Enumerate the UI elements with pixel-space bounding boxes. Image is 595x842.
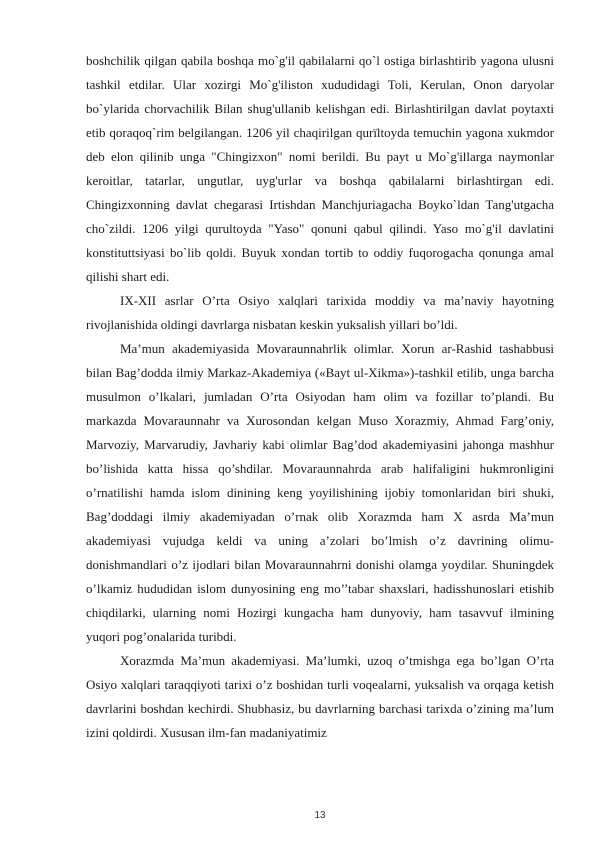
paragraph-mongol-unification: boshchilik qilgan qabila boshqa mo`g'il qabilalarni qo`l ostiga birlashtirib yagona ulusni tashkil etdilar. Ular xozirgi Mo`g'iliston xududidagi Toli, Kerulan, Onon daryolar bo`ylarida chorvachilik Bilan shug'ullanib kelishgan edi. Birlashtirilgan davlat poytaxti etib qoraqoq`rim belgilangan. 1206 yil chaqirilgan qurïltoyda temuchin yagona xukmdor deb elon qilinib unga "Chingizxon" nomi berildi. Bu payt u Mo`g'illarga naymonlar keroitlar, tatarlar, ungutlar, uyg'urlar va boshqa qabilalarni birlashtirgan edi. Chingizxonning davlat chegarasi Irtishdan Manchjuriagacha Boyko`ldan Tang'utgacha cho`zildi. 1206 yilgi qurultoyda "Yaso" qonuni qabul qilindi. Yaso mo`g'il davlatini konstituttsiyasi bo`lib qoldi. Buyuk xondan tortib to oddiy fuqorogacha qonunga amal qilishi shart edi.: [86, 53, 554, 284]
document-page: [86, 49, 554, 745]
paragraph-mamun-academy-scholars: Ma’mun akademiyasida Movaraunnahrlik olimlar. Xorun ar-Rashid tashabbusi bilan Bag’dodda ilmiy Markaz-Akademiya («Bayt ul-Xikma»)-tashkil etilib, unga barcha musulmon o’lkalari, jumladan O’rta Osiyodan ham olim va fozillar to’plandi. Bu markazda Movaraunnahr va Xurosondan kelgan Muso Xorazmiy, Ahmad Farg’oniy, Marvoziy, Marvarudiy, Javhariy kabi olimlar Bag’dod akademiyasini jahonga mashhur bo’lishida katta hissa qo’shdilar. Movaraunnahrda arab halifaligini hukmronligini o’rnatilishi hamda islom dinining keng yoyilishining ijobiy tomonlaridan biri shuki, Bag’doddagi ilmiy akademiyadan o’rnak olib Xorazmda ham X asrda Ma’mun akademiyasi vujudga keldi va uning a’zolari bo’lmish o’z davrining olimu-donishmandlari o’z ijodlari bilan Movaraunnahrni donishi olamga yoydilar. Shuningdek o’lkamiz hududidan islom dunyosining eng mo’’tabar shaxslari, hadisshunoslari etishib chiqdilarki, ularning nomi Hozirgi kungacha ham dunyoviy, ham tasavvuf ilmining yuqori pog’onalarida turibdi.: [86, 341, 554, 644]
paragraph-ix-xii-centuries: IX-XII asrlar O’rta Osiyo xalqlari tarixida moddiy va ma’naviy hayotning rivojlanishida oldingi davrlarga nisbatan keskin yuksalish yillari bo’ldi.: [86, 293, 554, 332]
page-number: 13: [314, 810, 326, 821]
paragraph-khorezm-mamun-academy: Xorazmda Ma’mun akademiyasi. Ma’lumki, uzoq o’tmishga ega bo’lgan O’rta Osiyo xalqlari taraqqiyoti tarixi o’z boshidan turli voqealarni, yuksalish va orqaga ketish davrlarini boshdan kechirdi. Shubhasiz, bu davrlarning barchasi tarixda o’zining ma’lum izini qoldirdi. Xususan ilm-fan madaniyatimiz: [86, 653, 554, 740]
